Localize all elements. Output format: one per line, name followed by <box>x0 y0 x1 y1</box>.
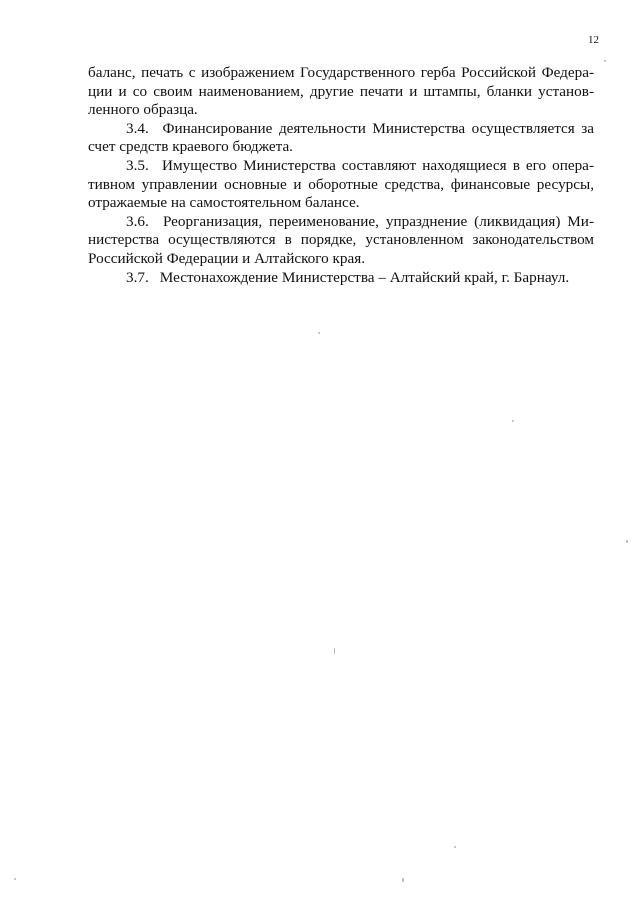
paragraph-3-4 <box>88 120 594 157</box>
paragraph-number: 3.4. <box>126 119 149 137</box>
paragraph-text: Реорганизация, переименование, упразднение (ликвидация) Министерства осуществляются в порядке, установленном законодательством Российской Федерации и Алтайского края. <box>88 212 595 267</box>
scan-speck <box>334 648 335 654</box>
scan-speck <box>454 846 456 848</box>
scan-speck <box>604 60 606 62</box>
paragraph-continuation <box>88 64 594 120</box>
scan-speck <box>318 332 320 334</box>
scan-speck <box>512 420 514 422</box>
paragraph-3-6 <box>88 213 594 269</box>
document-body <box>88 64 594 287</box>
paragraph-text: Местонахождение Министерства – Алтайский край, г. Барнаул. <box>159 268 570 286</box>
paragraph-number: 3.6. <box>126 212 149 230</box>
paragraph-number: 3.5. <box>126 156 149 174</box>
paragraph-3-5 <box>88 157 594 213</box>
scan-speck <box>402 878 404 882</box>
paragraph-number: 3.7. <box>126 268 149 286</box>
paragraph-text: Финансирование деятельности Министерства осуществляется за счет средств краевого бюджета. <box>88 119 595 156</box>
paragraph-text: Имущество Министерства составляют находящиеся в его оперативном управлении основные и оборотные средства, финансовые ресурсы, отражаемые на самостоятельном балансе. <box>88 156 594 212</box>
paragraph-text: баланс, печать с изображением Государственного герба Российской Федерации и со своим наименованием, другие печати и штампы, бланки установленного образца. <box>88 64 594 119</box>
paragraph-3-7 <box>88 269 594 288</box>
scan-speck <box>626 540 628 543</box>
scan-speck <box>14 878 16 880</box>
page-number: 12 <box>588 34 599 46</box>
